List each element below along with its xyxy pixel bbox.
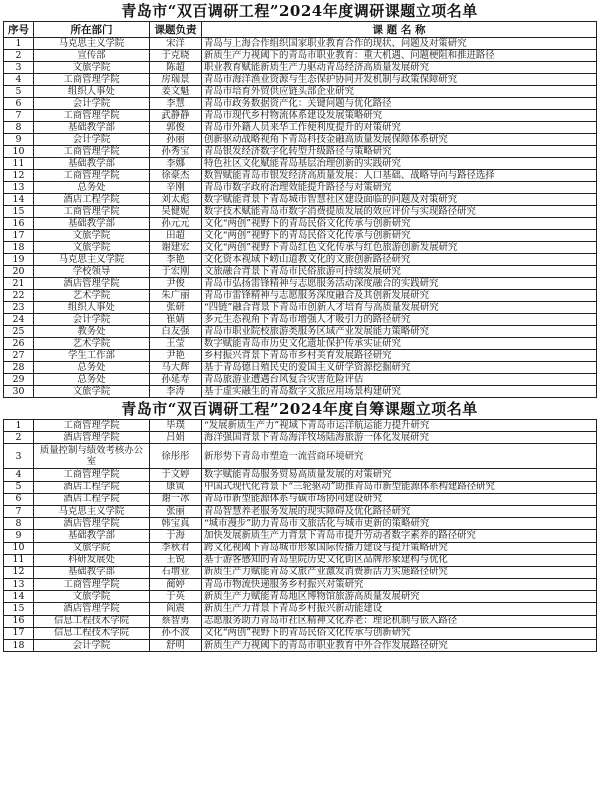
table-row — [4, 566, 597, 578]
cell-leader: 王莹 — [150, 338, 202, 350]
table-row — [4, 62, 597, 74]
cell-department: 信息工程技术学院 — [34, 615, 150, 627]
cell-topic: 文化“两创”视野下青岛红色文化传承与红色旅游创新发展研究 — [202, 242, 597, 254]
cell-topic: 青岛智慧养老服务发展的现实障碍及优化路径研究 — [202, 505, 597, 517]
cell-department: 信息工程技术学院 — [34, 627, 150, 639]
cell-leader: 宋洋 — [150, 38, 202, 50]
table-row — [4, 591, 597, 603]
cell-leader: 吕娟 — [150, 432, 202, 444]
cell-department: 工商管理学院 — [34, 420, 150, 432]
cell-index: 11 — [4, 158, 34, 170]
cell-topic: 青岛市雷锋精神与志愿服务深度融合及其创新发展研究 — [202, 290, 597, 302]
cell-leader: 武静静 — [150, 110, 202, 122]
cell-topic: 新质生产力视阈下的青岛市职业教育中外合作发展路径研究 — [202, 640, 597, 652]
cell-index: 13 — [4, 579, 34, 591]
cell-index: 2 — [4, 432, 34, 444]
table-row — [4, 242, 597, 254]
cell-leader: 徐豪杰 — [150, 170, 202, 182]
cell-topic: 数字赋能青岛市历史文化遗址保护传承实证研究 — [202, 338, 597, 350]
cell-index: 11 — [4, 554, 34, 566]
cell-index: 25 — [4, 326, 34, 338]
table-row — [4, 302, 597, 314]
cell-topic: 基于青岛德日殖民史的爱国主义研学资源挖掘研究 — [202, 362, 597, 374]
cell-topic: 新形势下青岛市塑造一流营商环境研究 — [202, 444, 597, 469]
table-row — [4, 98, 597, 110]
cell-topic: 青岛与上海合作组织国家职业教育合作的现状、问题及对策研究 — [202, 38, 597, 50]
cell-index: 30 — [4, 386, 34, 398]
cell-department: 酒店管理学院 — [34, 278, 150, 290]
table-row — [4, 194, 597, 206]
cell-index: 1 — [4, 420, 34, 432]
cell-leader: 李涛 — [150, 386, 202, 398]
cell-topic: “发展新质生产力”视域下青岛市运洋航运能力提升研究 — [202, 420, 597, 432]
cell-index: 21 — [4, 278, 34, 290]
cell-index: 3 — [4, 444, 34, 469]
cell-index: 27 — [4, 350, 34, 362]
cell-index: 23 — [4, 302, 34, 314]
cell-leader: 于克晓 — [150, 50, 202, 62]
cell-leader: 房瑞景 — [150, 74, 202, 86]
cell-department: 总务处 — [34, 182, 150, 194]
cell-department: 学生工作部 — [34, 350, 150, 362]
cell-department: 工商管理学院 — [34, 206, 150, 218]
table1-title: 青岛市“双百调研工程”2024年度调研课题立项名单 — [121, 2, 478, 20]
table-row — [4, 254, 597, 266]
cell-topic: 基于游客感知的青岛里院历史文化街区品牌形象建构与优化 — [202, 554, 597, 566]
cell-index: 17 — [4, 230, 34, 242]
table-row — [4, 338, 597, 350]
table-row — [4, 481, 597, 493]
cell-department: 学校领导 — [34, 266, 150, 278]
cell-department: 宣传部 — [34, 50, 150, 62]
cell-index: 14 — [4, 194, 34, 206]
table1 — [3, 21, 597, 398]
table-row — [4, 182, 597, 194]
cell-index: 13 — [4, 182, 34, 194]
cell-index: 19 — [4, 254, 34, 266]
cell-leader: 郭俊 — [150, 122, 202, 134]
table-row — [4, 603, 597, 615]
document — [3, 0, 596, 652]
cell-department: 科研发展处 — [34, 554, 150, 566]
cell-department: 酒店管理学院 — [34, 603, 150, 615]
cell-leader: 阎震 — [150, 603, 202, 615]
cell-index: 9 — [4, 134, 34, 146]
table-row — [4, 110, 597, 122]
cell-leader: 韩宝真 — [150, 518, 202, 530]
cell-topic: 文化“两创”视野下的青岛民俗文化传承与创新研究 — [202, 627, 597, 639]
table-row — [4, 432, 597, 444]
cell-leader: 于英 — [150, 591, 202, 603]
cell-leader: 辛刚 — [150, 182, 202, 194]
cell-department: 会计学院 — [34, 134, 150, 146]
cell-leader: 刘太彪 — [150, 194, 202, 206]
cell-department: 文旅学院 — [34, 386, 150, 398]
cell-index: 28 — [4, 362, 34, 374]
cell-leader: 石增业 — [150, 566, 202, 578]
cell-leader: 李秋君 — [150, 542, 202, 554]
cell-department: 会计学院 — [34, 98, 150, 110]
table-row — [4, 290, 597, 302]
cell-department: 酒店管理学院 — [34, 432, 150, 444]
cell-topic: 文旅融合背景下青岛市民俗旅游可持续发展研究 — [202, 266, 597, 278]
cell-leader: 孙丽 — [150, 134, 202, 146]
cell-index: 1 — [4, 38, 34, 50]
cell-topic: 青岛市外籍人员来华工作便利度提升的对策研究 — [202, 122, 597, 134]
cell-leader: 尹艳 — [150, 350, 202, 362]
cell-index: 7 — [4, 110, 34, 122]
table1-header-row — [4, 22, 597, 38]
cell-leader: 尹俊 — [150, 278, 202, 290]
cell-department: 艺术学院 — [34, 290, 150, 302]
cell-department: 酒店工程学院 — [34, 481, 150, 493]
table-row — [4, 74, 597, 86]
cell-department: 总务处 — [34, 362, 150, 374]
cell-leader: 吴健妮 — [150, 206, 202, 218]
cell-index: 6 — [4, 493, 34, 505]
cell-department: 基础教学部 — [34, 566, 150, 578]
table-row — [4, 444, 597, 469]
cell-department: 文旅学院 — [34, 230, 150, 242]
table2-body — [4, 420, 597, 652]
table-row — [4, 230, 597, 242]
cell-leader: 于海 — [150, 530, 202, 542]
cell-leader: 于文婷 — [150, 469, 202, 481]
table-row — [4, 374, 597, 386]
cell-department: 基础教学部 — [34, 158, 150, 170]
cell-topic: 创新驱动战略视角下青岛科技金融高质量发展保障体系研究 — [202, 134, 597, 146]
cell-leader: 张丽 — [150, 505, 202, 517]
cell-topic: 青岛市物流快递服务乡村振兴对策研究 — [202, 579, 597, 591]
cell-leader: 谢一冰 — [150, 493, 202, 505]
cell-leader: 李娜 — [150, 158, 202, 170]
cell-leader: 孙元元 — [150, 218, 202, 230]
cell-index: 14 — [4, 591, 34, 603]
cell-department: 教务处 — [34, 326, 150, 338]
cell-index: 20 — [4, 266, 34, 278]
cell-topic: 文化资本视域下崂山道教文化的文旅创新路径研究 — [202, 254, 597, 266]
table2-title: 青岛市“双百调研工程”2024年度自筹课题立项名单 — [121, 400, 478, 418]
table-row — [4, 314, 597, 326]
cell-leader: 蔡智勇 — [150, 615, 202, 627]
cell-leader: 朱广丽 — [150, 290, 202, 302]
cell-department: 基础教学部 — [34, 122, 150, 134]
cell-leader: 陈超 — [150, 62, 202, 74]
cell-department: 马克思主义学院 — [34, 254, 150, 266]
cell-department: 工商管理学院 — [34, 469, 150, 481]
table-row — [4, 386, 597, 398]
table-row — [4, 640, 597, 652]
table-row — [4, 350, 597, 362]
cell-topic: 加快发展新质生产力背景下青岛市提升劳动者数字素养的路径研究 — [202, 530, 597, 542]
cell-leader: 徐彤彤 — [150, 444, 202, 469]
table-row — [4, 206, 597, 218]
cell-department: 酒店工程学院 — [34, 194, 150, 206]
cell-topic: 青岛市新型能源体系与碳市场协同建设研究 — [202, 493, 597, 505]
header-topic: 课 题 名 称 — [202, 22, 597, 38]
table-row — [4, 326, 597, 338]
cell-index: 2 — [4, 50, 34, 62]
cell-department: 工商管理学院 — [34, 579, 150, 591]
cell-topic: 中国式现代化背景下“三轮驱动”助推青岛市新型能源体系构建路径研究 — [202, 481, 597, 493]
table-row — [4, 170, 597, 182]
cell-index: 5 — [4, 86, 34, 98]
cell-topic: 新质生产力赋能青岛文旅产业激发消费新活力实施路径研究 — [202, 566, 597, 578]
cell-leader: 谢建宏 — [150, 242, 202, 254]
table-row — [4, 134, 597, 146]
cell-topic: 青岛银发经济数字化转型升级路径与策略研究 — [202, 146, 597, 158]
cell-leader: 王锐 — [150, 554, 202, 566]
cell-index: 16 — [4, 615, 34, 627]
cell-department: 马克思主义学院 — [34, 38, 150, 50]
table-row — [4, 493, 597, 505]
cell-topic: 新质生产力视阈下的青岛市职业教育：重大机遇、问题梗阻和推进路径 — [202, 50, 597, 62]
table-row — [4, 50, 597, 62]
cell-topic: 基于虚实融生的青岛数字文旅应用场景构建研究 — [202, 386, 597, 398]
table-row — [4, 158, 597, 170]
cell-index: 7 — [4, 505, 34, 517]
cell-topic: 青岛市培育外贸供应链头部企业研究 — [202, 86, 597, 98]
cell-leader: 孙延寿 — [150, 374, 202, 386]
cell-topic: 数字技术赋能青岛市数字消费提质发展的效应评价与实现路径研究 — [202, 206, 597, 218]
cell-department: 文旅学院 — [34, 542, 150, 554]
cell-topic: 新质生产力背景下青岛乡村振兴新动能建设 — [202, 603, 597, 615]
cell-topic: 特色社区文化赋能青岛基层治理创新的实践研究 — [202, 158, 597, 170]
cell-leader: 姜文魁 — [150, 86, 202, 98]
table-row — [4, 86, 597, 98]
cell-topic: 文化“两创”视野下的青岛民俗文化传承与创新研究 — [202, 230, 597, 242]
cell-department: 工商管理学院 — [34, 170, 150, 182]
header-department: 所在部门 — [34, 22, 150, 38]
cell-topic: “城市漫步”助力青岛市文旅活化与城市更新的策略研究 — [202, 518, 597, 530]
table-row — [4, 218, 597, 230]
cell-department: 艺术学院 — [34, 338, 150, 350]
cell-topic: 青岛市弘扬雷锋精神与志愿服务活动深度融合的实践研究 — [202, 278, 597, 290]
header-leader: 课题负责 — [150, 22, 202, 38]
table-row — [4, 554, 597, 566]
cell-department: 会计学院 — [34, 640, 150, 652]
cell-department: 组织人事处 — [34, 86, 150, 98]
table-row — [4, 530, 597, 542]
cell-leader: 崔婧 — [150, 314, 202, 326]
cell-leader: 于宏刚 — [150, 266, 202, 278]
cell-department: 文旅学院 — [34, 591, 150, 603]
cell-department: 质量控制与绩效考核办公室 — [34, 444, 150, 469]
cell-department: 总务处 — [34, 374, 150, 386]
cell-topic: 文化“两创”视野下的青岛民俗文化传承与创新研究 — [202, 218, 597, 230]
cell-department: 酒店管理学院 — [34, 518, 150, 530]
table-row — [4, 579, 597, 591]
table-row — [4, 518, 597, 530]
cell-index: 12 — [4, 566, 34, 578]
table-row — [4, 38, 597, 50]
cell-leader: 蔺婷 — [150, 579, 202, 591]
cell-leader: 康寅 — [150, 481, 202, 493]
cell-topic: 跨文化视阈下青岛城市形象国际传播力建设与提升策略研究 — [202, 542, 597, 554]
cell-topic: 青岛市政务数据资产化：关键问题与优化路径 — [202, 98, 597, 110]
cell-index: 6 — [4, 98, 34, 110]
cell-index: 4 — [4, 74, 34, 86]
cell-index: 15 — [4, 603, 34, 615]
table-row — [4, 122, 597, 134]
cell-index: 12 — [4, 170, 34, 182]
cell-department: 基础教学部 — [34, 218, 150, 230]
cell-topic: 数字赋能背景下青岛城市智慧社区建设面临的问题及对策研究 — [202, 194, 597, 206]
cell-index: 8 — [4, 122, 34, 134]
cell-department: 工商管理学院 — [34, 146, 150, 158]
table-row — [4, 266, 597, 278]
table-row — [4, 542, 597, 554]
cell-topic: “四链”融合背景下青岛市创新人才培育与高质量发展研究 — [202, 302, 597, 314]
cell-index: 10 — [4, 542, 34, 554]
cell-leader: 马大辉 — [150, 362, 202, 374]
cell-topic: 青岛旅游业遭遇台风复合灾害危险评估 — [202, 374, 597, 386]
cell-index: 9 — [4, 530, 34, 542]
cell-topic: 数智赋能青岛市银发经济高质量发展：人口基础、战略导向与路径选择 — [202, 170, 597, 182]
table-row — [4, 615, 597, 627]
cell-topic: 数字赋能青岛服务贸易高质量发展的对策研究 — [202, 469, 597, 481]
cell-topic: 青岛市数字政府治理效能提升路径与对策研究 — [202, 182, 597, 194]
table-row — [4, 505, 597, 517]
cell-topic: 青岛市职业院校旅游类服务区域产业发展能力策略研究 — [202, 326, 597, 338]
table2 — [3, 419, 597, 652]
cell-topic: 新质生产力赋能青岛地区博物馆旅游高质量发展研究 — [202, 591, 597, 603]
cell-leader: 张研 — [150, 302, 202, 314]
cell-topic: 志愿服务助力青岛市社区精神文化养老：理论机制与嵌入路径 — [202, 615, 597, 627]
cell-index: 22 — [4, 290, 34, 302]
cell-department: 马克思主义学院 — [34, 505, 150, 517]
cell-index: 18 — [4, 242, 34, 254]
table-row — [4, 362, 597, 374]
cell-department: 酒店工程学院 — [34, 493, 150, 505]
cell-topic: 多元生态视角下青岛市增强人才吸引力的路径研究 — [202, 314, 597, 326]
table-row — [4, 146, 597, 158]
cell-topic: 职业教育赋能新质生产力驱动青岛经济高质量发展研究 — [202, 62, 597, 74]
cell-department: 文旅学院 — [34, 242, 150, 254]
cell-index: 16 — [4, 218, 34, 230]
cell-leader: 毕璞 — [150, 420, 202, 432]
cell-leader: 白友强 — [150, 326, 202, 338]
cell-leader: 孙秀宝 — [150, 146, 202, 158]
cell-leader: 李慧 — [150, 98, 202, 110]
cell-topic: 乡村振兴背景下青岛市乡村美育发展路径研究 — [202, 350, 597, 362]
cell-index: 26 — [4, 338, 34, 350]
cell-department: 工商管理学院 — [34, 110, 150, 122]
table-row — [4, 627, 597, 639]
cell-department: 组织人事处 — [34, 302, 150, 314]
header-index: 序号 — [4, 22, 34, 38]
cell-index: 29 — [4, 374, 34, 386]
table-row — [4, 469, 597, 481]
cell-topic: 海洋强国背景下青岛海洋牧场陆海旅游一体化发展研究 — [202, 432, 597, 444]
table1-body — [4, 38, 597, 398]
cell-department: 文旅学院 — [34, 62, 150, 74]
cell-index: 5 — [4, 481, 34, 493]
cell-leader: 田超 — [150, 230, 202, 242]
cell-index: 4 — [4, 469, 34, 481]
cell-index: 17 — [4, 627, 34, 639]
cell-department: 工商管理学院 — [34, 74, 150, 86]
cell-topic: 青岛市现代乡村物流体系建设发展策略研究 — [202, 110, 597, 122]
cell-department: 会计学院 — [34, 314, 150, 326]
cell-index: 10 — [4, 146, 34, 158]
cell-index: 8 — [4, 518, 34, 530]
cell-leader: 舒明 — [150, 640, 202, 652]
cell-index: 15 — [4, 206, 34, 218]
cell-leader: 李艳 — [150, 254, 202, 266]
cell-topic: 青岛市海洋渔业资源与生态保护协同开发机制与政策保障研究 — [202, 74, 597, 86]
cell-leader: 孙不波 — [150, 627, 202, 639]
cell-department: 基础教学部 — [34, 530, 150, 542]
table-row — [4, 420, 597, 432]
cell-index: 3 — [4, 62, 34, 74]
cell-index: 18 — [4, 640, 34, 652]
cell-index: 24 — [4, 314, 34, 326]
table-row — [4, 278, 597, 290]
